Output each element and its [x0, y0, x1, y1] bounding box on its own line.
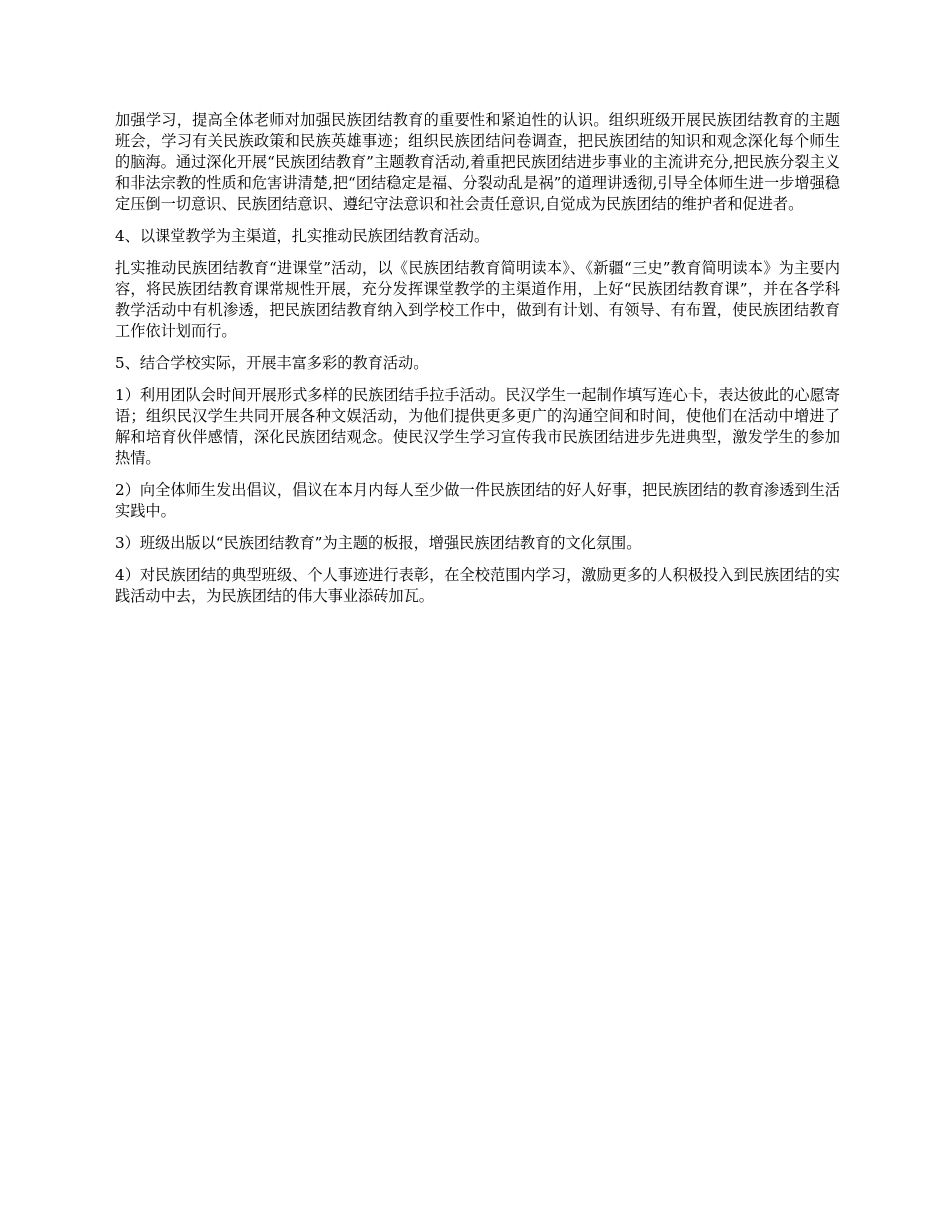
paragraph-classroom: 扎实推动民族团结教育“进课堂”活动，以《民族团结教育简明读本》、《新疆“三史”教育简明读本》为主要内容，将民族团结教育课常规性开展，充分发挥课堂教学的主渠道作用，上好“民族团结教育课”，并在各学科教学活动中有机渗透，把民族团结教育纳入到学校工作中，做到有计划、有领导、有布置，使民族团结教育工作依计划而行。: [115, 259, 840, 340]
list-item-3: 3）班级出版以“民族团结教育”为主题的板报，增强民族团结教育的文化氛围。: [115, 534, 642, 552]
list-item-4: 4）对民族团结的典型班级、个人事迹进行表彰，在全校范围内学习，激励更多的人积极投入到民族团结的实践活动中去，为民族团结的伟大事业添砖加瓦。: [115, 566, 840, 605]
section-heading-4: 4、以课堂教学为主渠道，扎实推动民族团结教育活动。: [115, 227, 490, 245]
paragraph-study: 加强学习，提高全体老师对加强民族团结教育的重要性和紧迫性的认识。组织班级开展民族团结教育的主题班会，学习有关民族政策和民族英雄事迹；组织民族团结问卷调查，把民族团结的知识和观念深化每个师生的脑海。通过深化开展“民族团结教育”主题教育活动,着重把民族团结进步事业的主流讲充分,把民族分裂主义和非法宗教的性质和危害讲清楚,把“团结稳定是福、分裂动乱是祸”的道理讲透彻,引导全体师生进一步增强稳定压倒一切意识、民族团结意识、遵纪守法意识和社会责任意识,自觉成为民族团结的维护者和促进者。: [115, 111, 840, 213]
list-item-1: 1）利用团队会时间开展形式多样的民族团结手拉手活动。民汉学生一起制作填写连心卡，表达彼此的心愿寄语；组织民汉学生共同开展各种文娱活动，为他们提供更多更广的沟通空间和时间，使他们在活动中增进了解和培育伙伴感情，深化民族团结观念。使民汉学生学习宣传我市民族团结进步先进典型，激发学生的参加热情。: [115, 386, 840, 467]
document-page: [115, 110, 840, 618]
section-heading-5: 5、结合学校实际，开展丰富多彩的教育活动。: [115, 354, 429, 372]
list-item-2: 2）向全体师生发出倡议，倡议在本月内每人至少做一件民族团结的好人好事，把民族团结的教育渗透到生活实践中。: [115, 481, 840, 520]
